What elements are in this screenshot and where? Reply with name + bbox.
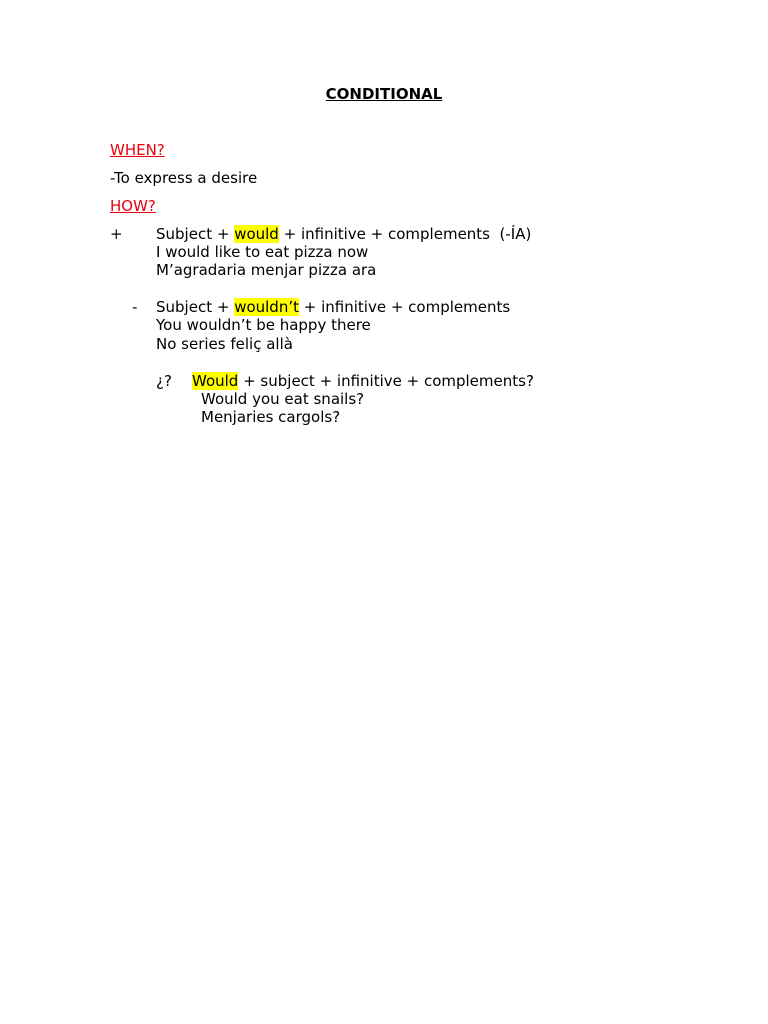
negative-structure-suffix: + infinitive + complements [299,298,511,316]
when-text: -To express a desire [110,169,258,187]
question-highlight-would: Would [192,372,239,390]
affirmative-example-ca: M’agradaria menjar pizza ara [156,261,377,279]
affirmative-example-en: I would like to eat pizza now [156,243,369,261]
negative-structure [156,298,510,316]
question-example-ca: Menjaries cargols? [201,408,341,426]
document-title: CONDITIONAL [325,85,443,103]
when-heading: WHEN? [110,141,165,159]
negative-structure-prefix: Subject + [156,298,235,316]
affirmative-highlight-would: would [234,225,279,243]
negative-symbol: - [132,298,138,316]
negative-example-ca: No series feliç allà [156,335,293,353]
question-structure-suffix: + subject + infinitive + complements? [238,372,534,390]
affirmative-structure-suffix: + infinitive + complements (-ÍA) [278,225,532,243]
question-structure [192,372,534,390]
negative-highlight-wouldnt: wouldn’t [234,298,299,316]
affirmative-structure-prefix: Subject + [156,225,235,243]
question-example-en: Would you eat snails? [201,390,365,408]
question-symbol: ¿? [156,372,172,390]
affirmative-structure [156,225,531,243]
affirmative-symbol: + [110,225,123,243]
negative-example-en: You wouldn’t be happy there [156,316,371,334]
how-heading: HOW? [110,197,156,215]
